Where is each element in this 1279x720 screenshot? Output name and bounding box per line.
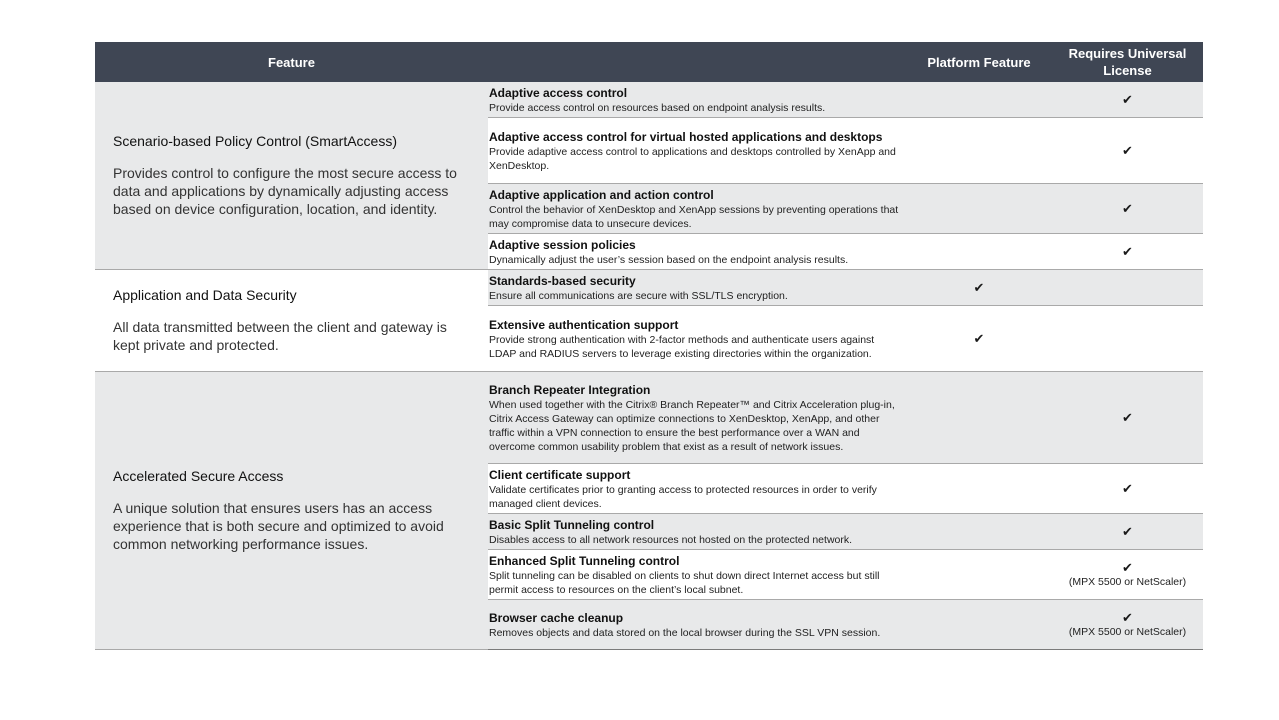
feature-name: Extensive authentication support — [489, 317, 679, 332]
feature-name: Basic Split Tunneling control — [489, 517, 655, 532]
feature-cell — [488, 234, 906, 270]
feature-description: Disables access to all network resources not hosted on the protected network. — [489, 533, 853, 546]
feature-group-data-security — [95, 270, 488, 372]
feature-description: Removes objects and data stored on the local browser during the SSL VPN session. — [489, 626, 881, 639]
platform-cell — [906, 514, 1052, 550]
table-row — [95, 82, 1203, 118]
feature-name: Adaptive access control — [489, 85, 628, 100]
feature-detail-column-header — [488, 42, 906, 82]
feature-description: Split tunneling can be disabled on clients to shut down direct Internet access but still permit access to resources on the client’s local subnet. — [489, 569, 880, 596]
license-cell — [1052, 600, 1203, 650]
license-cell — [1052, 82, 1203, 118]
feature-description: Provide strong authentication with 2-factor methods and authenticate users against LDAP and RADIUS servers to leverage existing directories within the organization. — [489, 333, 875, 360]
platform-cell — [906, 234, 1052, 270]
feature-name: Adaptive access control for virtual hosted applications and desktops — [489, 129, 883, 144]
feature-description: Dynamically adjust the user’s session based on the endpoint analysis results. — [489, 253, 849, 266]
group-title: Application and Data Security — [113, 287, 297, 303]
table-row — [95, 270, 1203, 306]
table-header-row — [95, 42, 1203, 82]
check-icon: ✔ — [1122, 244, 1133, 259]
feature-group-accelerated-access — [95, 372, 488, 650]
check-icon: ✔ — [1122, 92, 1133, 107]
license-cell — [1052, 118, 1203, 184]
check-icon: ✔ — [1122, 481, 1133, 496]
license-cell — [1052, 270, 1203, 306]
check-icon: ✔ — [1122, 610, 1133, 625]
group-description: All data transmitted between the client and gateway is kept private and protected. — [113, 319, 447, 353]
feature-name: Browser cache cleanup — [489, 610, 624, 625]
license-cell — [1052, 234, 1203, 270]
feature-group-smartaccess — [95, 82, 488, 270]
group-title: Accelerated Secure Access — [113, 468, 284, 484]
feature-cell — [488, 270, 906, 306]
feature-description: Validate certificates prior to granting access to protected resources in order to verify managed client devices. — [489, 483, 877, 510]
feature-description: When used together with the Citrix® Branch Repeater™ and Citrix Acceleration plug-in, Citrix Access Gateway can optimize connections to XenDesktop, XenApp, and other traffic within a VPN connection to ensure the best performance over a WAN and overcome common usability problem that exist as a result of network issues. — [489, 398, 895, 453]
license-cell — [1052, 372, 1203, 464]
check-icon: ✔ — [1122, 560, 1133, 575]
license-cell — [1052, 464, 1203, 514]
check-icon: ✔ — [973, 280, 985, 295]
platform-cell — [906, 184, 1052, 234]
feature-cell — [488, 118, 906, 184]
feature-description: Ensure all communications are secure with SSL/TLS encryption. — [489, 289, 788, 302]
group-description: Provides control to configure the most secure access to data and applications by dynamically adjusting access based on device configuration, location, and identity. — [113, 165, 457, 217]
feature-cell — [488, 184, 906, 234]
check-icon: ✔ — [1122, 143, 1133, 158]
group-title: Scenario-based Policy Control (SmartAccess) — [113, 133, 397, 149]
check-icon: ✔ — [973, 331, 985, 346]
universal-license-column-header: Requires Universal License — [1052, 42, 1203, 82]
table-row — [95, 372, 1203, 464]
platform-cell — [906, 372, 1052, 464]
feature-name: Branch Repeater Integration — [489, 382, 651, 397]
feature-cell — [488, 82, 906, 118]
feature-license-table — [95, 42, 1203, 650]
feature-cell — [488, 372, 906, 464]
platform-cell — [906, 306, 1052, 372]
platform-cell — [906, 82, 1052, 118]
feature-name: Adaptive session policies — [489, 237, 636, 252]
feature-name: Standards-based security — [489, 273, 636, 288]
license-note: (MPX 5500 or NetScaler) — [1068, 626, 1187, 638]
license-note: (MPX 5500 or NetScaler) — [1068, 576, 1187, 588]
feature-cell — [488, 600, 906, 650]
feature-column-header: Feature — [95, 42, 488, 82]
check-icon: ✔ — [1122, 201, 1133, 216]
feature-cell — [488, 514, 906, 550]
feature-description: Control the behavior of XenDesktop and XenApp sessions by preventing operations that may compromise data to unsecure devices. — [489, 203, 899, 230]
check-icon: ✔ — [1122, 524, 1133, 539]
platform-feature-column-header: Platform Feature — [906, 42, 1052, 82]
platform-cell — [906, 118, 1052, 184]
check-icon: ✔ — [1122, 410, 1133, 425]
feature-name: Adaptive application and action control — [489, 187, 714, 202]
feature-name: Enhanced Split Tunneling control — [489, 553, 680, 568]
license-cell — [1052, 514, 1203, 550]
group-description: A unique solution that ensures users has an access experience that is both secure and optimized to avoid common networking performance issues. — [113, 500, 444, 552]
feature-cell — [488, 464, 906, 514]
feature-name: Client certificate support — [489, 467, 631, 482]
platform-cell — [906, 550, 1052, 600]
feature-description: Provide adaptive access control to applications and desktops controlled by XenApp and XenDesktop. — [489, 145, 896, 172]
platform-cell — [906, 270, 1052, 306]
license-cell — [1052, 184, 1203, 234]
feature-description: Provide access control on resources based on endpoint analysis results. — [489, 101, 826, 114]
license-cell — [1052, 550, 1203, 600]
license-cell — [1052, 306, 1203, 372]
feature-cell — [488, 550, 906, 600]
platform-cell — [906, 464, 1052, 514]
feature-cell — [488, 306, 906, 372]
platform-cell — [906, 600, 1052, 650]
